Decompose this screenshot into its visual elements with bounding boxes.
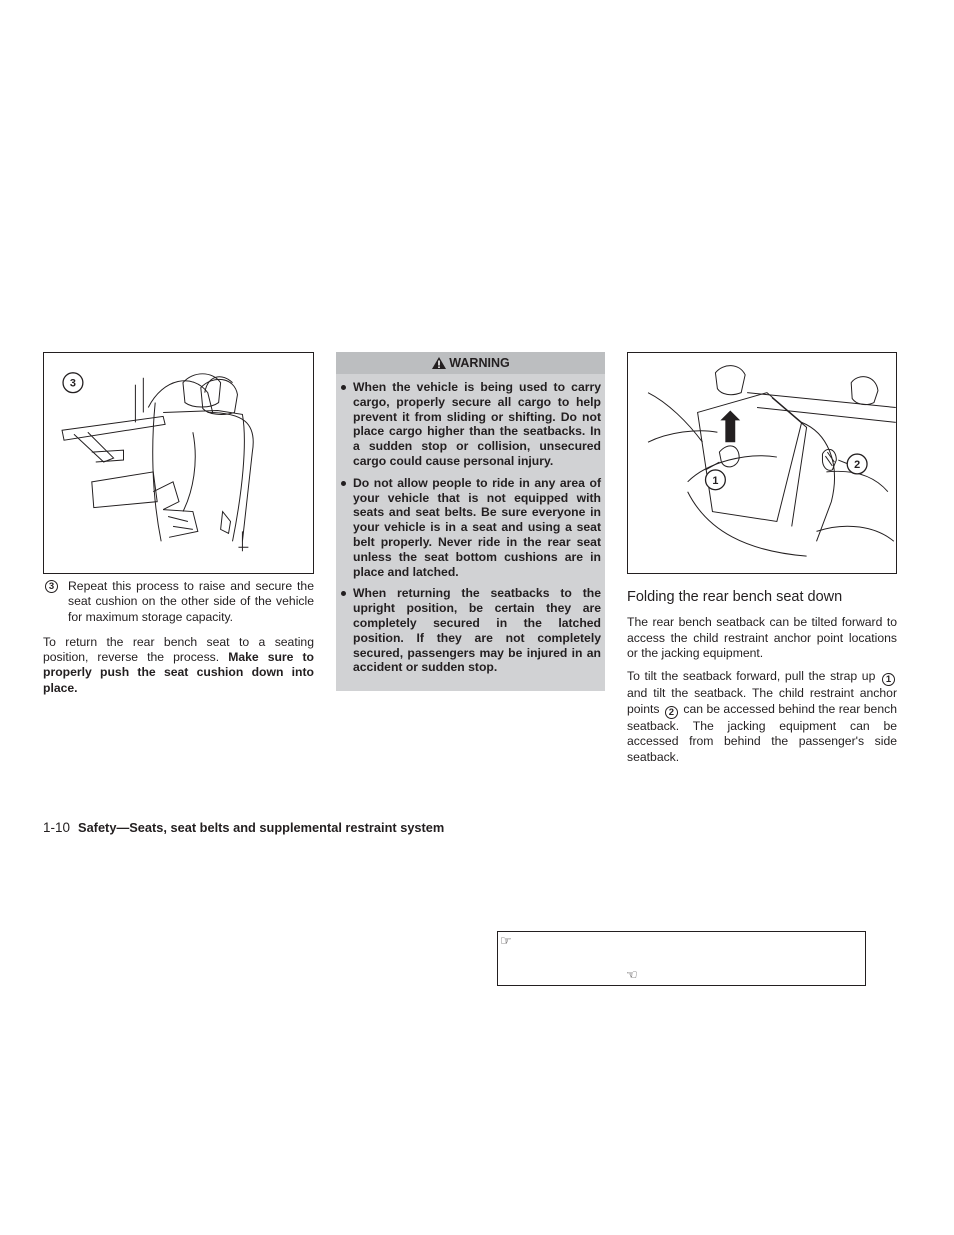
pointing-hand-icon: ☞ [500, 933, 512, 948]
warning-item: When returning the seatbacks to the upright position, be certain they are completely secured in the latched position. If they are not completely secured, passengers may be injured in an accident or sudden stop. [340, 586, 601, 675]
figure-seat-cushion [43, 352, 314, 574]
figure-seatback-fold [627, 352, 897, 574]
seat-cushion-illustration [44, 353, 313, 573]
section-heading: Folding the rear bench seat down [627, 589, 843, 605]
callout-2: 2 [854, 458, 861, 471]
tilt-text-b: and tilt the seatback. The child restraint anchor points [627, 686, 897, 716]
pointing-hand-icon: ☜ [626, 967, 638, 982]
left-column [43, 579, 314, 704]
tilt-text-c: can be accessed behind the rear bench seatback. The jacking equipment can be accessed from behind the passenger's side seatback. [627, 701, 897, 764]
return-seat-paragraph [43, 635, 314, 696]
strap-number: 1 [882, 673, 895, 686]
reference-box [497, 931, 866, 986]
callout-1: 1 [712, 474, 719, 487]
tilt-overview-paragraph: The rear bench seatback can be tilted forward to access the child restraint anchor point locations or the jacking equipment. [627, 615, 897, 660]
seatback-fold-illustration [628, 353, 896, 573]
warning-item: When the vehicle is being used to carry cargo, properly secure all cargo to help prevent it from sliding or shifting. Do not place cargo higher than the seatbacks. In a sudden stop or collision, unsecured cargo could cause personal injury. [340, 380, 601, 469]
warning-triangle-icon [431, 356, 447, 370]
warning-item: Do not allow people to ride in any area of your vehicle that is not equipped with seats and seat belts. Be sure everyone in your vehicle is in a seat and using a seat belt properly. Never ride in the rear seat unless the seat bottom cushions are in place and latched. [340, 476, 601, 580]
page-number: 1-10 [43, 820, 71, 835]
tilt-instructions-paragraph [627, 669, 897, 765]
page-footer [43, 820, 444, 835]
warning-header [336, 352, 605, 374]
warning-box [336, 352, 605, 691]
step-number: 3 [45, 580, 58, 593]
return-seat-emphasis: Make sure to properly push the seat cushion down into place. [43, 650, 314, 695]
section-title: Safety—Seats, seat belts and supplemental restraint system [78, 820, 445, 835]
return-seat-text: To return the rear bench seat to a seating position, reverse the process. [43, 634, 314, 665]
right-column [627, 590, 897, 773]
tilt-text-a: To tilt the seatback forward, pull the strap up [627, 669, 880, 684]
anchor-number: 2 [665, 706, 678, 719]
step-text: Repeat this process to raise and secure the seat cushion on the other side of the vehicle for maximum storage capacity. [68, 579, 314, 624]
callout-3: 3 [69, 377, 76, 390]
step-3 [43, 579, 314, 625]
warning-title: WARNING [449, 356, 510, 370]
warning-list [336, 374, 605, 675]
